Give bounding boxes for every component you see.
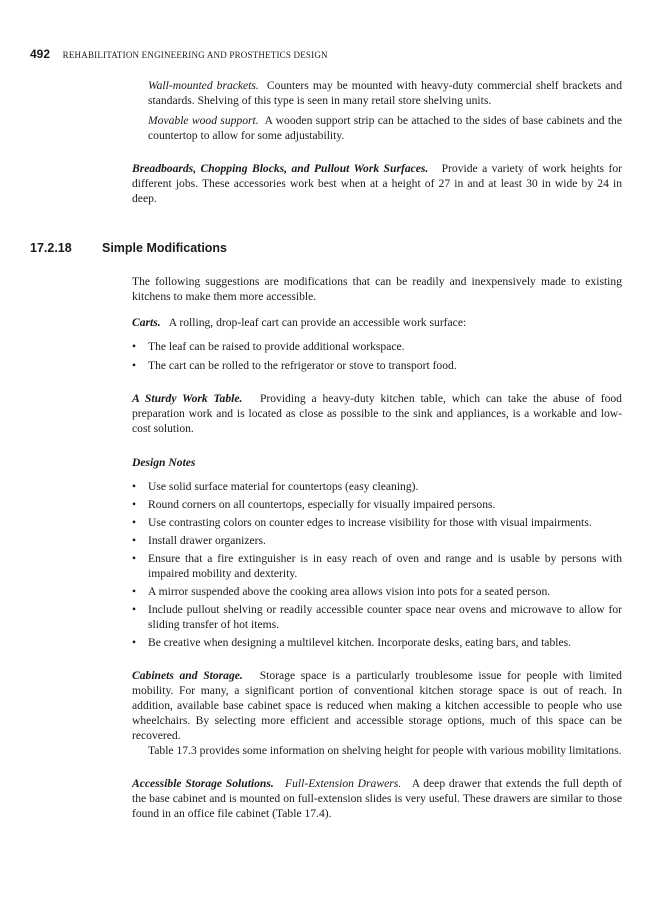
section-title: Simple Modifications [102,241,228,255]
lead-sturdy-table: A Sturdy Work Table. [132,392,243,405]
paragraph-cabinets-table-ref: Table 17.3 provides some information on shelving height for people with various mobility limitations. [148,744,622,757]
list-item: • The leaf can be raised to provide additional workspace. [132,340,405,353]
paragraph-movable-wood [132,113,622,143]
text-cabinets: Storage space is a particularly troublesome issue for people with limited mobility. For many, a significant portion of conventional kitchen storage space is out of reach. In addition, available base cabinet space is reduced when making a kitchen accessible to people who use wheelchairs. By selecting more efficient and accessible storage options, much of this space can be recovered. [132,669,622,742]
list-item: • Install drawer organizers. [132,534,266,547]
paragraph-carts [132,315,622,330]
list-item: • Include pullout shelving or readily accessible counter space near ovens and microwave to allow for sliding transfer of hot items. [132,603,622,631]
list-item: • Round corners on all countertops, especially for visually impaired persons. [132,498,496,511]
body-text [132,78,622,821]
lead-cabinets: Cabinets and Storage. [132,669,243,682]
running-header [30,47,328,61]
text-carts: A rolling, drop-leaf cart can provide an accessible work surface: [168,316,467,329]
sublead-full-extension: Full-Extension Drawers. [285,777,402,790]
paragraph-breadboards [132,161,622,206]
lead-wall-mounted: Wall-mounted brackets. [148,79,259,92]
paragraph-cabinets [132,668,622,743]
list-item: • Be creative when designing a multilevel kitchen. Incorporate desks, eating bars, and tables. [132,636,572,649]
design-notes-heading: Design Notes [132,456,196,469]
list-item: • Use solid surface material for countertops (easy cleaning). [132,480,419,493]
lead-accessible-storage: Accessible Storage Solutions. [132,777,274,790]
text-accessible-storage: A deep drawer that extends the full depth of the base cabinet and is mounted on full-extension slides is very useful. These drawers are similar to those found in an office file cabinet (Table 17.4). [132,777,622,820]
lead-carts: Carts. [132,316,161,329]
section-number: 17.2.18 [30,241,72,255]
text-wall-mounted: Counters may be mounted with heavy-duty commercial shelf brackets and standards. Shelving of this type is seen in many retail store shelving units. [148,79,622,107]
text-breadboards: Provide a variety of work heights for different jobs. These accessories work best when at a height of 27 in and at least 30 in wide by 24 in deep. [132,162,623,205]
lead-breadboards: Breadboards, Chopping Blocks, and Pullout Work Surfaces. [132,162,429,175]
page-number: 492 [30,47,51,61]
list-item: • The cart can be rolled to the refrigerator or stove to transport food. [132,359,457,372]
paragraph-accessible-storage [132,776,622,821]
list-item: • Ensure that a fire extinguisher is in easy reach of oven and range and is usable by persons with impaired mobility and dexterity. [132,552,622,580]
paragraph-intro: The following suggestions are modifications that can be readily and inexpensively made to existing kitchens to make them more accessible. [132,275,622,303]
text-movable-wood: A wooden support strip can be attached to the sides of base cabinets and the countertop to allow for some adjustability. [148,114,622,142]
design-notes-list [132,479,622,650]
lead-movable-wood: Movable wood support. [148,114,259,127]
carts-list [132,339,622,373]
paragraph-sturdy-table [132,391,622,436]
paragraph-wall-mounted [132,78,622,108]
list-item: • Use contrasting colors on counter edges to increase visibility for those with visual impairments. [132,516,592,529]
list-item: • A mirror suspended above the cooking area allows vision into pots for a seated person. [132,585,551,598]
text-sturdy-table: Providing a heavy-duty kitchen table, which can take the abuse of food preparation work and is located as close as possible to the sink and appliances, is a workable and low-cost solution. [132,392,622,435]
section-heading [30,241,227,255]
running-title: REHABILITATION ENGINEERING AND PROSTHETICS DESIGN [62,50,328,60]
